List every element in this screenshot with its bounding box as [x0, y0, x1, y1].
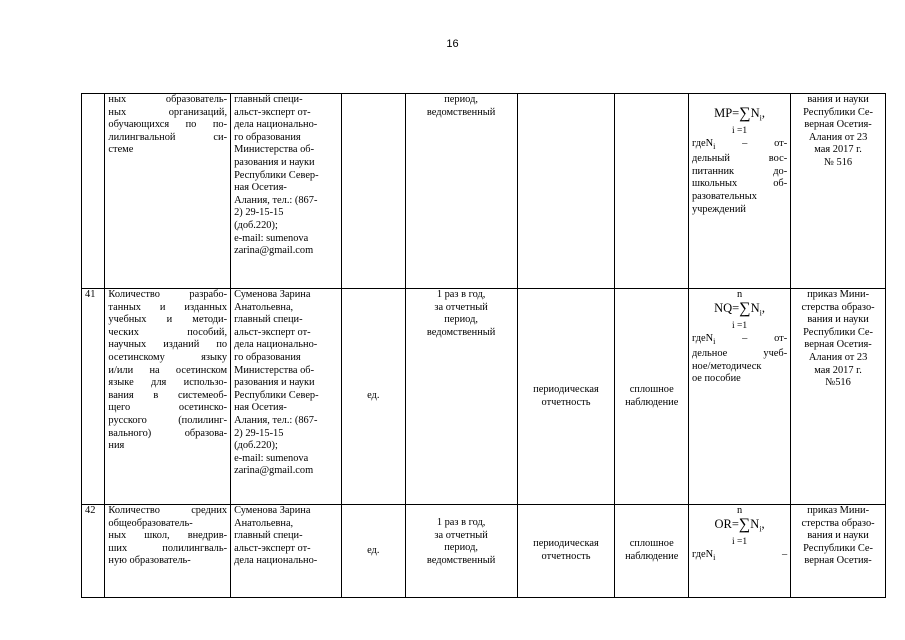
responsible-person	[231, 289, 342, 505]
responsible-line: Министерства об-	[234, 364, 315, 376]
method-line: сплошное	[629, 538, 674, 550]
responsible-line: Алания, тел.: (867-	[234, 194, 318, 206]
basis-line: Алания от 23	[808, 351, 868, 363]
formula-description	[692, 138, 787, 217]
basis-line: Республики Се-	[803, 106, 874, 118]
formula-description-line: дельный вос-	[691, 153, 788, 165]
responsible-line: главный специ-	[234, 94, 303, 105]
formula-term-index: i	[759, 113, 762, 123]
table-row	[82, 289, 886, 505]
where-text: – от-	[715, 137, 788, 149]
period-line: ведомственный	[426, 554, 496, 566]
sigma-symbol: ∑	[739, 300, 751, 317]
indicator-name	[105, 505, 231, 598]
basis-line: приказ Мини-	[807, 289, 870, 300]
responsible-line: го образования	[234, 131, 301, 143]
formula-expression	[692, 301, 787, 321]
indicator-name-line: ния	[108, 440, 125, 452]
formula-term: N	[750, 301, 760, 315]
basis-line: вания и науки	[807, 94, 869, 105]
formula-description-line: дельное учеб-	[691, 348, 788, 360]
table-row	[82, 505, 886, 598]
basis-line: №516	[825, 377, 851, 389]
responsible-line: zarina@gmail.com	[234, 465, 314, 477]
period-line: за отчетный	[434, 301, 488, 313]
formula-expression	[692, 106, 787, 126]
unit-of-measure	[341, 94, 405, 289]
basis-line: Республики Се-	[803, 542, 874, 554]
formula-tail: ,	[761, 301, 766, 315]
formula-upper-limit: n	[736, 289, 743, 300]
row-number: 42	[82, 505, 105, 598]
basis-line: вания и науки	[807, 530, 869, 542]
indicator-name-line: учебных и методи-	[108, 314, 228, 326]
responsible-line: Республики Север-	[234, 389, 319, 401]
formula-description-line	[692, 138, 787, 154]
formula-description	[692, 549, 787, 565]
sigma-symbol: ∑	[739, 105, 751, 122]
responsible-line: 2) 29-15-15	[234, 427, 284, 439]
formula-description-line: школьных об-	[691, 178, 788, 190]
responsible-line: ная Осетия-	[234, 402, 287, 414]
responsible-person	[231, 94, 342, 289]
responsible-line: главный специ-	[234, 314, 303, 326]
form-line: периодическая	[533, 383, 599, 395]
basis-line: мая 2017 г.	[814, 144, 862, 156]
responsible-line: Суменова Зарина	[234, 505, 311, 516]
method-line: сплошное	[629, 383, 674, 395]
formula-description-line: разовательных	[691, 190, 757, 202]
indicator-name-line: осетинскому языку	[108, 351, 228, 363]
where-text: –	[715, 548, 788, 560]
indicator-name-line: вания в системеоб-	[108, 389, 228, 401]
formula-description-line: учреждений	[691, 203, 746, 215]
calculation-formula	[688, 94, 790, 289]
indicator-name-line: языке для использо-	[108, 377, 228, 389]
formula-description	[692, 333, 787, 386]
form-line: периодическая	[533, 538, 599, 550]
row-number: 41	[82, 289, 105, 505]
formula-term-index: i	[759, 308, 762, 318]
indicator-name-line: ных школ, внедрив-	[108, 530, 228, 542]
indicator-name-line: танных и изданных	[108, 301, 228, 313]
responsible-person	[231, 505, 342, 598]
responsible-line: ная Осетия-	[234, 182, 287, 194]
indicator-name-line: Количество средних	[108, 505, 228, 516]
collection-period	[405, 94, 517, 289]
formula-expression	[692, 517, 787, 537]
period-line: 1 раз в год,	[436, 517, 486, 528]
basis-line: стерства образо-	[801, 517, 875, 529]
formula-tail: ,	[761, 106, 766, 120]
basis-line: мая 2017 г.	[814, 364, 862, 376]
responsible-line: дела национально-	[234, 555, 318, 567]
basis-line: Республики Се-	[803, 326, 874, 338]
responsible-line: zarina@gmail.com	[234, 245, 314, 257]
responsible-line: 2) 29-15-15	[234, 207, 284, 219]
unit-of-measure: ед.	[341, 505, 405, 598]
where-label: гдеN	[691, 137, 714, 149]
responsible-line: разования и науки	[234, 156, 315, 168]
legal-basis	[791, 94, 886, 289]
formula-description-line: питанник до-	[691, 165, 788, 177]
indicator-name-line: лилингвальной си-	[108, 131, 228, 143]
responsible-line: Суменова Зарина	[234, 289, 311, 300]
responsible-line: разования и науки	[234, 377, 315, 389]
formula-tail: ,	[761, 517, 765, 531]
indicator-name-line: Количество разрабо-	[108, 289, 228, 300]
method-line: наблюдение	[625, 551, 679, 562]
calculation-formula	[688, 505, 790, 598]
indicator-name-line: научных изданий по	[108, 339, 228, 351]
formula-description-line: ное/методическ	[691, 360, 762, 372]
formula-term-index: i	[759, 524, 762, 534]
observation-method	[615, 289, 688, 505]
responsible-line: Анатольевна,	[234, 517, 294, 529]
unit-of-measure: ед.	[341, 289, 405, 505]
reporting-form	[517, 94, 615, 289]
responsible-line: Республики Север-	[234, 169, 319, 181]
indicator-name-line: щего осетинско-	[108, 402, 228, 414]
responsible-line: альст-эксперт от-	[234, 106, 311, 118]
formula-term: N	[750, 106, 760, 120]
form-line: отчетность	[541, 396, 591, 408]
responsible-line: Министерства об-	[234, 144, 315, 156]
observation-method	[615, 94, 688, 289]
indicator-name-line: русского (полилинг-	[108, 414, 228, 426]
indicator-name-line: общеобразователь-	[108, 517, 193, 529]
collection-period	[405, 505, 517, 598]
period-line: период,	[444, 94, 478, 105]
formula-upper-limit: n	[736, 505, 743, 516]
formula-description-line	[692, 549, 787, 565]
responsible-line: го образования	[234, 351, 301, 363]
indicator-name-line: ных организаций,	[108, 106, 228, 118]
formula-description-line: ое пособие	[691, 373, 741, 385]
responsible-line: e-mail: sumenova	[234, 452, 309, 464]
period-line: за отчетный	[434, 529, 488, 541]
responsible-line: дела национально-	[234, 119, 318, 131]
indicator-name-line: ческих пособий,	[108, 326, 228, 338]
where-index: i	[713, 552, 716, 562]
responsible-line: Алания, тел.: (867-	[234, 414, 318, 426]
indicator-name-line: обучающихся по по-	[108, 119, 228, 131]
observation-method	[615, 505, 688, 598]
formula-lhs: MP=	[714, 106, 740, 120]
indicator-name-line: и/или на осетинском	[108, 364, 228, 376]
collection-period	[405, 289, 517, 505]
where-index: i	[713, 336, 716, 346]
responsible-line: альст-эксперт от-	[234, 326, 311, 338]
row-number	[82, 94, 105, 289]
method-line: наблюдение	[625, 396, 679, 408]
basis-line: верная Осетия-	[804, 339, 872, 351]
period-line: период,	[444, 314, 478, 326]
period-line: ведомственный	[426, 106, 496, 118]
legal-basis	[791, 505, 886, 598]
formula-description-line	[692, 333, 787, 349]
basis-line: верная Осетия-	[804, 119, 872, 131]
responsible-line: e-mail: sumenova	[234, 232, 309, 244]
period-line: 1 раз в год,	[436, 289, 486, 300]
where-index: i	[713, 141, 716, 151]
responsible-line: Анатольевна,	[234, 301, 294, 313]
responsible-line: главный специ-	[234, 530, 303, 542]
formula-lower-limit: i =1	[732, 125, 748, 136]
calculation-formula	[688, 289, 790, 505]
indicator-name-line: вального) образова-	[108, 427, 228, 439]
responsible-line: альст-эксперт от-	[234, 542, 311, 554]
indicators-table	[81, 93, 886, 598]
basis-line: Алания от 23	[808, 131, 868, 143]
formula-lower-limit: i =1	[732, 320, 748, 331]
basis-line: приказ Мини-	[807, 505, 870, 516]
indicator-name	[105, 94, 231, 289]
table-row	[82, 94, 886, 289]
formula-term: N	[750, 517, 760, 531]
responsible-line: (доб.220);	[234, 440, 278, 452]
formula-lhs: OR=	[714, 517, 739, 531]
responsible-line: дела национально-	[234, 339, 318, 351]
reporting-form	[517, 505, 615, 598]
basis-line: верная Осетия-	[804, 555, 872, 567]
period-line: ведомственный	[426, 326, 496, 338]
page-number: 16	[446, 38, 459, 50]
legal-basis	[791, 289, 886, 505]
where-label: гдеN	[691, 332, 714, 344]
form-line: отчетность	[541, 551, 591, 562]
formula-lower-limit: i =1	[732, 536, 748, 547]
formula-lhs: NQ=	[714, 301, 740, 315]
where-label: гдеN	[691, 548, 714, 560]
indicator-name-line: стеме	[108, 144, 134, 156]
period-line: период,	[444, 542, 478, 554]
basis-line: № 516	[824, 156, 853, 168]
reporting-form	[517, 289, 615, 505]
indicator-name-line: ных образователь-	[108, 94, 228, 105]
indicator-name-line: ную образователь-	[108, 555, 191, 567]
responsible-line: (доб.220);	[234, 219, 278, 231]
indicator-name-line: ших полилингваль-	[108, 542, 228, 554]
basis-line: стерства образо-	[801, 301, 875, 313]
basis-line: вания и науки	[807, 314, 869, 326]
where-text: – от-	[715, 332, 788, 344]
indicator-name	[105, 289, 231, 505]
sigma-symbol: ∑	[738, 516, 751, 533]
